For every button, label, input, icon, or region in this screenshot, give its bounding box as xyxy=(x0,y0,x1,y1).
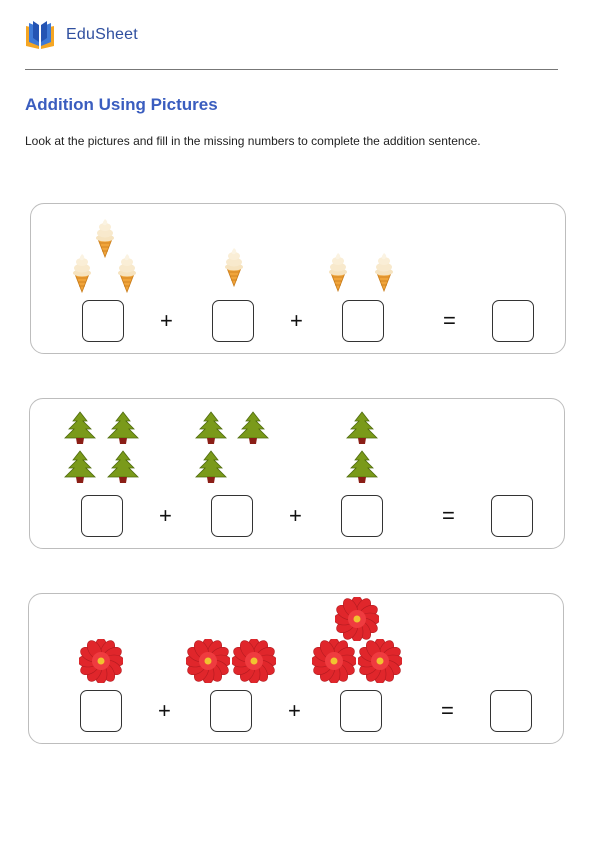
flower-icon xyxy=(312,639,356,683)
plus-sign: + xyxy=(288,698,301,723)
tree-icon xyxy=(346,450,378,484)
answer-box-addend-1[interactable] xyxy=(82,300,124,342)
tree-icon xyxy=(195,411,227,445)
tree-icon xyxy=(64,450,96,484)
answer-box-addend-2[interactable] xyxy=(212,300,254,342)
plus-sign: + xyxy=(158,698,171,723)
equals-sign: = xyxy=(442,503,455,528)
answer-box-sum[interactable] xyxy=(490,690,532,732)
flower-icon xyxy=(358,639,402,683)
brand-name: EduSheet xyxy=(66,26,138,43)
flower-icon xyxy=(335,597,379,641)
answer-box-addend-2[interactable] xyxy=(210,690,252,732)
plus-sign: + xyxy=(289,503,302,528)
answer-box-addend-3[interactable] xyxy=(341,495,383,537)
answer-box-addend-1[interactable] xyxy=(80,690,122,732)
tree-icon xyxy=(346,411,378,445)
tree-icon xyxy=(195,450,227,484)
flower-icon xyxy=(186,639,230,683)
tree-icon xyxy=(64,411,96,445)
flower-icon xyxy=(79,639,123,683)
ice-cream-icon xyxy=(70,253,94,293)
equals-sign: = xyxy=(443,308,456,333)
ice-cream-icon xyxy=(326,252,350,292)
plus-sign: + xyxy=(290,308,303,333)
plus-sign: + xyxy=(159,503,172,528)
problem-card-2 xyxy=(29,398,565,549)
equals-sign: = xyxy=(441,698,454,723)
problem-card-1 xyxy=(30,203,566,354)
problem-card-3 xyxy=(28,593,564,744)
tree-icon xyxy=(237,411,269,445)
worksheet-title: Addition Using Pictures xyxy=(25,95,218,114)
answer-box-addend-3[interactable] xyxy=(340,690,382,732)
open-book-icon xyxy=(24,20,56,50)
ice-cream-icon xyxy=(222,247,246,287)
brand-logo xyxy=(24,20,138,50)
ice-cream-icon xyxy=(115,253,139,293)
tree-icon xyxy=(107,411,139,445)
answer-box-sum[interactable] xyxy=(492,300,534,342)
flower-icon xyxy=(232,639,276,683)
answer-box-addend-2[interactable] xyxy=(211,495,253,537)
tree-icon xyxy=(107,450,139,484)
plus-sign: + xyxy=(160,308,173,333)
header-divider xyxy=(25,69,558,70)
worksheet-instructions: Look at the pictures and fill in the missing numbers to complete the addition sentence. xyxy=(25,134,481,148)
ice-cream-icon xyxy=(372,252,396,292)
answer-box-addend-1[interactable] xyxy=(81,495,123,537)
answer-box-addend-3[interactable] xyxy=(342,300,384,342)
answer-box-sum[interactable] xyxy=(491,495,533,537)
ice-cream-icon xyxy=(93,218,117,258)
